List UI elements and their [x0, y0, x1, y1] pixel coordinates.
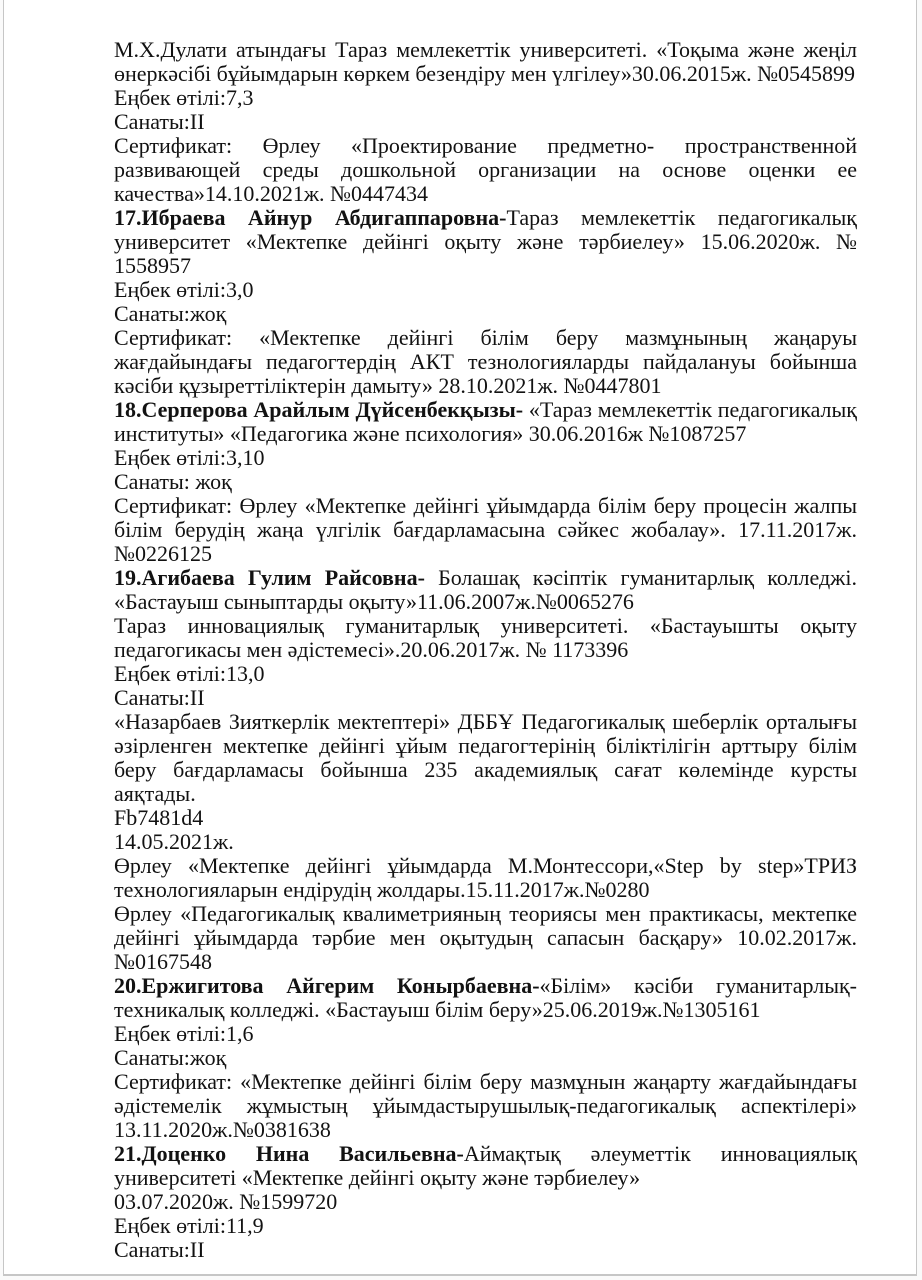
entry18-cert-text: Сертификат: Өрлеу «Мектепке дейінгі ұйымдарда білім беру процесін жалпы білім берудің жаңа үлгілік бағдарламасына сәйкес жобалау». 17.11.2017ж. №0226125	[114, 493, 857, 566]
entry17-exp-text: Еңбек өтілі:3,0	[114, 277, 254, 302]
entry18-name-bold: 18.Серперова Арайлым Дүйсенбекқызы-	[114, 397, 524, 422]
entry19-code-text: Fb7481d4	[114, 805, 204, 830]
document-page	[3, 0, 917, 1276]
entry16-education-text: М.Х.Дулати атындағы Тараз мемлекеттік университеті. «Тоқыма және жеңіл өнеркәсібі бұйымдарын көркем безендіру мен үлгілеу»30.06.2015ж. №0545899	[114, 37, 857, 86]
entry21-exp-text: Еңбек өтілі:11,9	[114, 1213, 264, 1238]
entry19-cert2-text: Өрлеу «Мектепке дейінгі ұйымдарда М.Монтессори,«Step by step»ТРИЗ технологияларын ендірудің жолдары.15.11.2017ж.№0280	[114, 853, 857, 902]
entry16-work-experience	[114, 86, 857, 110]
entry16-cert-text: Сертификат: Өрлеу «Проектирование предметно- пространственной развивающей среды дошкольной организации на основе оценки ее качества»14.10.2021ж. №0447434	[114, 133, 857, 206]
entry19-certificate-date	[114, 830, 857, 854]
entry19-name-bold: 19.Агибаева Гулим Райсовна-	[114, 565, 425, 590]
entry19-category	[114, 686, 857, 710]
entry18-cat-text: Санаты: жоқ	[114, 469, 232, 494]
entry17-name-bold: 17.Ибраева Айнур Абдигаппаровна-	[114, 205, 507, 230]
entry20-cat-text: Санаты:жоқ	[114, 1045, 227, 1070]
entry21-name-bold: 21.Доценко Нина Васильевна-	[114, 1141, 464, 1166]
entry18-exp-text: Еңбек өтілі:3,10	[114, 445, 265, 470]
entry17-work-experience	[114, 278, 857, 302]
entry17-cert-text: Сертификат: «Мектепке дейінгі білім беру мазмұнының жаңаруы жағдайындағы педагогтердің АКТ тезнологияларды пайдалануы бойынша кәсіби құзыреттіліктерін дамыту» 28.10.2021ж. №0447801	[114, 325, 857, 398]
entry17-category	[114, 302, 857, 326]
entry21-category	[114, 1238, 857, 1262]
entry19-certificate-3	[114, 902, 857, 974]
entry16-cat-text: Санаты:II	[114, 109, 205, 134]
entry19-course-completion	[114, 710, 857, 806]
entry18-name-education	[114, 398, 857, 446]
entry17-education-text: Тараз мемлекеттік педагогикалық университет «Мектепке дейінгі оқыту және тәрбиелеу» 15.06.2020ж. № 1558957	[114, 205, 857, 278]
entry19-date-text: 14.05.2021ж.	[114, 829, 234, 854]
entry17-name-education	[114, 206, 857, 278]
entry16-exp-text: Еңбек өтілі:7,3	[114, 85, 254, 110]
entry19-cert3-text: Өрлеу «Педагогикалық квалиметрияның теориясы мен практикасы, мектепке дейінгі ұйымдарда тәрбие мен оқытудың сапасын басқару» 10.02.2017ж. №0167548	[114, 901, 857, 974]
entry21-work-experience	[114, 1214, 857, 1238]
entry21-diploma-text: 03.07.2020ж. №1599720	[114, 1189, 338, 1214]
entry16-education-continued	[114, 38, 857, 86]
entry19-name-education	[114, 566, 857, 614]
entry21-education-text: Аймақтық әлеуметтік инновациялық университеті «Мектепке дейінгі оқыту және тәрбиелеу»	[114, 1141, 857, 1190]
entry17-cat-text: Санаты:жоқ	[114, 301, 227, 326]
entry16-certificate	[114, 134, 857, 206]
entry18-category	[114, 470, 857, 494]
entry18-education-text: «Тараз мемлекеттік педагогикалық институты» «Педагогика және психология» 30.06.2016ж №1087257	[114, 397, 857, 446]
entry20-work-experience	[114, 1022, 857, 1046]
entry18-work-experience	[114, 446, 857, 470]
entry20-cert-text: Сертификат: «Мектепке дейінгі білім беру мазмұнын жаңарту жағдайындағы әдістемелік жұмыстың ұйымдастырушылық-педагогикалық аспектілері» 13.11.2020ж.№0381638	[114, 1069, 857, 1142]
page-content	[4, 0, 916, 1274]
entry21-diploma-date-number	[114, 1190, 857, 1214]
entry20-name-education	[114, 974, 857, 1022]
entry20-education-text: «Білім» кәсіби гуманитарлық-техникалық колледжі. «Бастауыш білім беру»25.06.2019ж.№1305161	[114, 973, 857, 1022]
entry16-category	[114, 110, 857, 134]
entry20-category	[114, 1046, 857, 1070]
entry18-certificate	[114, 494, 857, 566]
entry19-exp-text: Еңбек өтілі:13,0	[114, 661, 265, 686]
entry19-certificate-code	[114, 806, 857, 830]
entry19-cat-text: Санаты:II	[114, 685, 205, 710]
entry21-name-education	[114, 1142, 857, 1190]
entry20-exp-text: Еңбек өтілі:1,6	[114, 1021, 254, 1046]
entry20-name-bold: 20.Ержигитова Айгерим Конырбаевна-	[114, 973, 540, 998]
entry19-education-text: Болашақ кәсіптік гуманитарлық колледжі. «Бастауыш сыныптарды оқыту»11.06.2007ж.№0065276	[114, 565, 857, 614]
entry19-course-text: «Назарбаев Зияткерлік мектептері» ДББҰ Педагогикалық шеберлік орталығы әзірленген мектепке дейінгі ұйым педагогтерінің біліктілігін арттыру білім беру бағдарламасы бойынша 235 академиялық сағат көлемінде курсты аяқтады.	[114, 709, 857, 806]
entry21-cat-text: Санаты:II	[114, 1237, 205, 1262]
entry19-certificate-2	[114, 854, 857, 902]
entry20-certificate	[114, 1070, 857, 1142]
entry19-work-experience	[114, 662, 857, 686]
entry19-edu2-text: Тараз инновациялық гуманитарлық университеті. «Бастауышты оқыту педагогикасы мен әдістемесі».20.06.2017ж. № 1173396	[114, 613, 857, 662]
entry17-certificate	[114, 326, 857, 398]
entry19-education-2	[114, 614, 857, 662]
